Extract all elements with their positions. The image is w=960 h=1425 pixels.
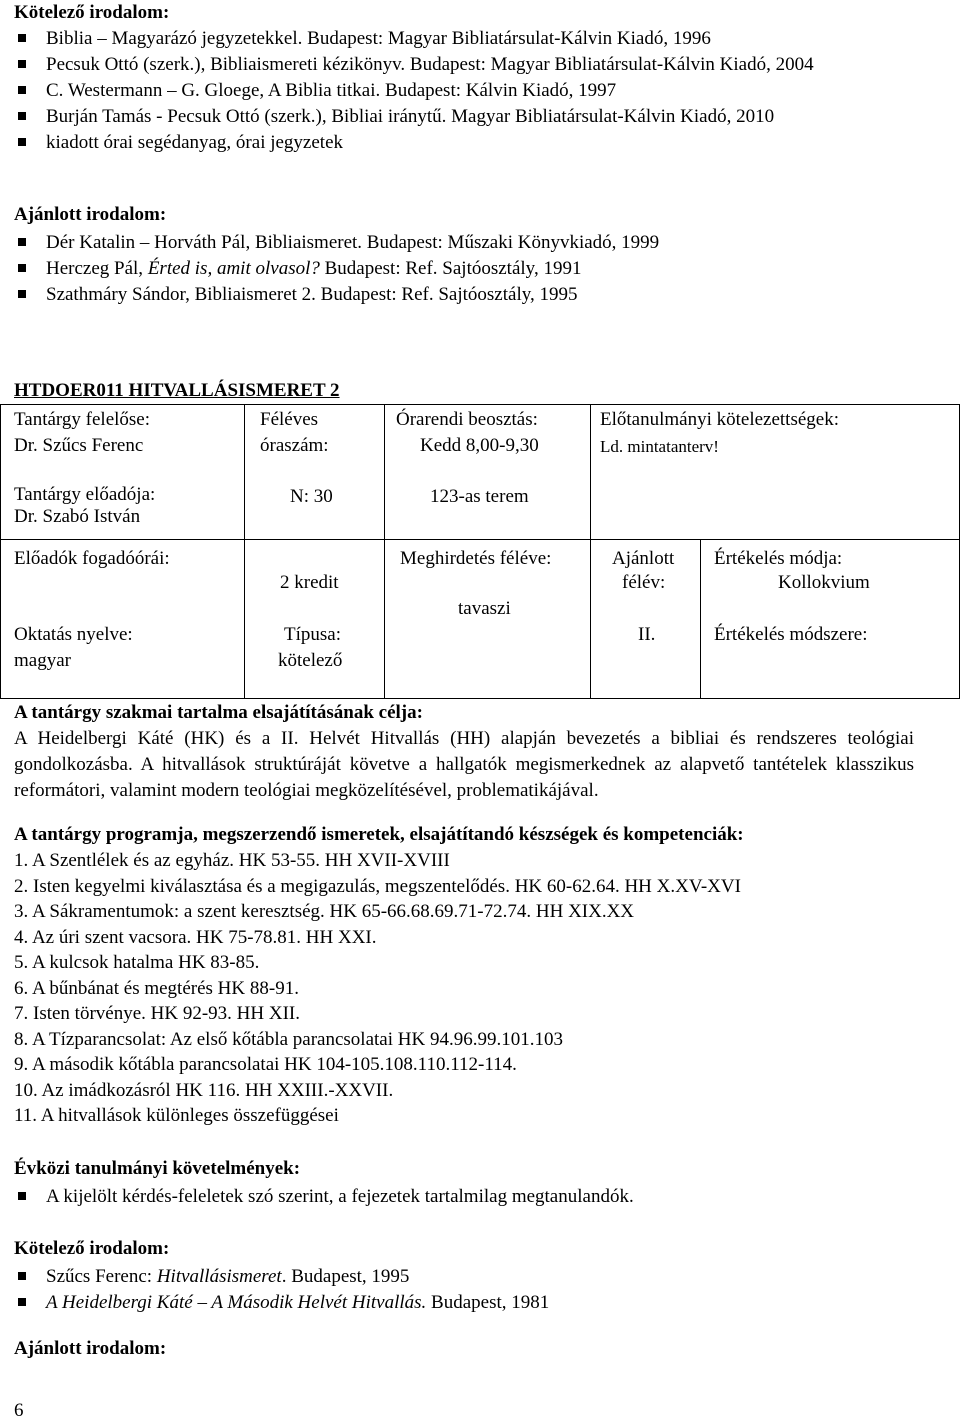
evaluation-type-value: Kollokvium <box>778 572 870 593</box>
semester-label: Meghirdetés féléve: <box>400 548 552 569</box>
recommended-semester-label: félév: <box>622 572 666 593</box>
course-title: HTDOER011 HITVALLÁSISMERET 2 <box>14 380 340 401</box>
responsible-name: Dr. Szűcs Ferenc <box>14 435 144 456</box>
required-literature-section <box>14 0 946 156</box>
section-heading: Ajánlott irodalom: <box>14 1338 167 1359</box>
literature-list <box>14 230 946 308</box>
list-item: 9. A második kőtábla parancsolatai HK 104-105.108.110.112-114. <box>14 1054 517 1075</box>
list-item: 5. A kulcsok hatalma HK 83-85. <box>14 952 260 973</box>
list-item: kiadott órai segédanyag, órai jegyzetek <box>34 130 946 156</box>
prerequisites-label: Előtanulmányi kötelezettségek: <box>600 409 840 430</box>
list-item: A Heidelbergi Káté – A Második Helvét Hitvallás. Budapest, 1981 <box>34 1290 946 1316</box>
program-list <box>14 848 946 1129</box>
list-item: 2. Isten kegyelmi kiválasztása és a megigazulás, megszentelődés. HK 60-62.64. HH X.XV-XVI <box>14 875 741 897</box>
column-divider <box>244 404 245 699</box>
hours-value: N: 30 <box>290 486 333 507</box>
list-item: Dér Katalin – Horváth Pál, Bibliaismeret. Budapest: Műszaki Könyvkiadó, 1999 <box>34 230 946 256</box>
responsible-label: Tantárgy felelőse: <box>14 409 151 430</box>
type-value: kötelező <box>278 650 343 671</box>
hours-label: óraszám: <box>260 435 329 456</box>
list-item: 11. A hitvallások különleges összefüggései <box>14 1105 339 1126</box>
column-divider <box>700 540 701 699</box>
language-value: magyar <box>14 650 71 671</box>
page-number: 6 <box>14 1400 24 1421</box>
list-item: 8. A Tízparancsolat: Az első kőtábla parancsolatai HK 94.96.99.101.103 <box>14 1028 563 1050</box>
aim-text: A Heidelbergi Káté (HK) és a II. Helvét Hitvallás (HH) alapján bevezetés a bibliai és rendszeres teológiai gondolkozásba. A hitvallások struktúráját követve a hallgatók megismerkednek az alapvető tantételek klasszikus reformátori, valamint modern teológiai megközelítésével, problematikájával. <box>14 728 914 801</box>
list-item: 6. A bűnbánat és megtérés HK 88-91. <box>14 977 299 999</box>
schedule-label: Órarendi beosztás: <box>396 409 538 430</box>
literature-list <box>14 26 946 156</box>
lecturer-name: Dr. Szabó István <box>14 506 141 527</box>
requirements-list <box>14 1184 946 1210</box>
list-item: Szűcs Ferenc: Hitvallásismeret. Budapest, 1995 <box>34 1264 946 1290</box>
prerequisites-value: Ld. mintatanterv! <box>600 437 719 456</box>
section-heading: A tantárgy programja, megszerzendő ismeretek, elsajátítandó készségek és kompetenciák: <box>14 824 744 845</box>
list-item: 10. Az imádkozásról HK 116. HH XXIII.-XXVII. <box>14 1079 394 1101</box>
type-label: Típusa: <box>284 624 341 645</box>
schedule-value: Kedd 8,00-9,30 <box>420 435 539 456</box>
section-heading: Évközi tanulmányi követelmények: <box>14 1158 301 1179</box>
section-heading: Kötelező irodalom: <box>14 1238 170 1259</box>
course-info-table <box>14 404 958 699</box>
recommended-semester-value: II. <box>638 624 656 645</box>
language-label: Oktatás nyelve: <box>14 624 133 645</box>
list-item: 7. Isten törvénye. HK 92-93. HH XII. <box>14 1003 300 1024</box>
list-item: Pecsuk Ottó (szerk.), Bibliaismereti kézikönyv. Budapest: Magyar Bibliatársulat-Kálvin Kiadó, 2004 <box>34 52 946 78</box>
section-heading: A tantárgy szakmai tartalma elsajátításának célja: <box>14 702 423 723</box>
list-item: A kijelölt kérdés-feleletek szó szerint, a fejezetek tartalmilag megtanulandók. <box>34 1184 946 1210</box>
evaluation-method-label: Értékelés módszere: <box>714 624 868 645</box>
list-item: Biblia – Magyarázó jegyzetekkel. Budapest: Magyar Bibliatársulat-Kálvin Kiadó, 1996 <box>34 26 946 52</box>
list-item: Burján Tamás - Pecsuk Ottó (szerk.), Bibliai iránytű. Magyar Bibliatársulat-Kálvin Kiadó, 2010 <box>34 104 946 130</box>
hours-label: Féléves <box>260 409 319 430</box>
list-item: Szathmáry Sándor, Bibliaismeret 2. Budapest: Ref. Sajtóosztály, 1995 <box>34 282 946 308</box>
list-item: 1. A Szentlélek és az egyház. HK 53-55. HH XVII-XVIII <box>14 850 450 871</box>
section-heading: Ajánlott irodalom: <box>14 204 167 225</box>
room-value: 123-as terem <box>430 486 529 507</box>
required-literature-section-2 <box>14 1236 946 1316</box>
list-item: C. Westermann – G. Gloege, A Biblia titkai. Budapest: Kálvin Kiadó, 1997 <box>34 78 946 104</box>
aim-section <box>14 700 914 804</box>
list-item: Herczeg Pál, Érted is, amit olvasol? Budapest: Ref. Sajtóosztály, 1991 <box>34 256 946 282</box>
evaluation-type-label: Értékelés módja: <box>714 548 843 569</box>
literature-list <box>14 1264 946 1316</box>
credits-value: 2 kredit <box>280 572 339 593</box>
semester-value: tavaszi <box>458 598 511 619</box>
list-item: 4. Az úri szent vacsora. HK 75-78.81. HH XXI. <box>14 926 377 948</box>
section-heading: Kötelező irodalom: <box>14 2 170 23</box>
list-item: 3. A Sákramentumok: a szent keresztség. HK 65-66.68.69.71-72.74. HH XIX.XX <box>14 901 635 922</box>
column-divider <box>384 404 385 699</box>
requirements-section <box>14 1156 946 1210</box>
column-divider <box>590 404 591 699</box>
recommended-semester-label: Ajánlott <box>612 548 675 569</box>
office-hours-label: Előadók fogadóórái: <box>14 548 170 569</box>
program-section <box>14 822 946 1129</box>
recommended-literature-section <box>14 202 946 308</box>
lecturer-label: Tantárgy előadója: <box>14 484 156 505</box>
